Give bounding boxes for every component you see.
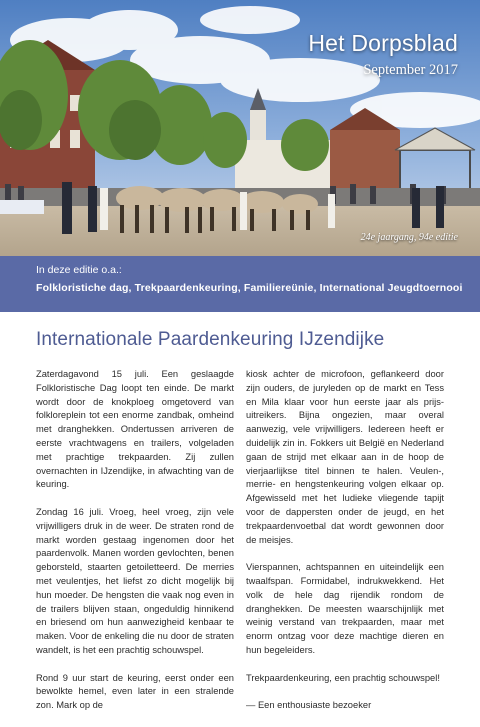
article-column-left [36,368,234,727]
article-signature: — Een enthousiaste bezoeker [246,700,372,711]
article-paragraph: Zaterdagavond 15 juli. Een geslaagde Folkloristische Dag loopt ten einde. De markt wordt door de knokploeg omgetoverd van folkloreplein tot een enorme zandbak, omheind met dranghekken. Ondertussen arriveren de eerste vrachtwagens en trailers, volgeladen met prachtige trekpaarden. Zij zullen overnachten in IJzendijke, in afwachting van de keuring. [36,369,234,490]
masthead [308,30,458,80]
article-paragraph: kiosk achter de microfoon, geflankeerd door zijn ouders, de juryleden op de markt en Tess en Mila klaar voor hun eerste jaar als prijs-uitreikers. Bijna ongezien, maar overal aanwezig, vele vrijwilligers. Iedereen heeft er duidelijk zin in. Fokkers uit België en Nederland gaan de strijd met elkaar aan in de hoop de vierjaarlijkse titel binnen te halen. Veulen-, merrie- en hengstenkeuring volgen elkaar op. Afgewisseld met het ludieke vliegende tapijt voor de dappersten onder de jeugd, en het trekpaardenvoetbal dat wordt gewonnen door de meisjes. [246,369,444,545]
contents-band [0,256,480,312]
hero-photo [0,0,480,256]
issue-month: September 2017 [363,62,458,78]
article-column-right [246,368,444,727]
article-headline: Internationale Paardenkeuring IJzendijke [36,329,385,350]
article-paragraph: Zondag 16 juli. Vroeg, heel vroeg, zijn vele vrijwilligers druk in de weer. De straten rond de markt worden gestaag ingenomen door het paardenvolk. Manen worden gevlochten, benen geborsteld, staarten getoiletteerd. De merries met veulentjes, het liefst zo dicht mogelijk bij hun moeder. De hengsten die vaak nog even in de trailers blijven staan, ongeduldig hinnikend en briesend om hun aanwezigheid kenbaar te maken. Voor de enkeling die nu door de straten wandelt, is het een prachtig schouwspel. [36,506,234,655]
contents-topics: Folkloristiche dag, Trekpaardenkeuring, Familiereünie, International Jeugdtoernooi [36,282,463,294]
newsletter-title: Het Dorpsblad [308,30,458,56]
contents-intro: In deze editie o.a.: [36,264,122,276]
article-paragraph: Vierspannen, achtspannen en uiteindelijk een twaalfspan. Formidabel, indrukwekkend. Het volk de hele dag rijendik rondom de dranghekken. De meesten waarschijnlijk met weinig verstand van trekpaarden, maar met enorm ontzag voor deze machtige dieren en hun begeleiders. [246,562,444,655]
article-closing-line: Trekpaardenkeuring, een prachtig schouwspel! [246,672,440,683]
edition-label: 24e jaargang, 94e editie [360,232,458,243]
article-paragraph: Rond 9 uur start de keuring, eerst onder een bewolkte hemel, even later in een stralende zon. Mark op de [36,672,234,711]
